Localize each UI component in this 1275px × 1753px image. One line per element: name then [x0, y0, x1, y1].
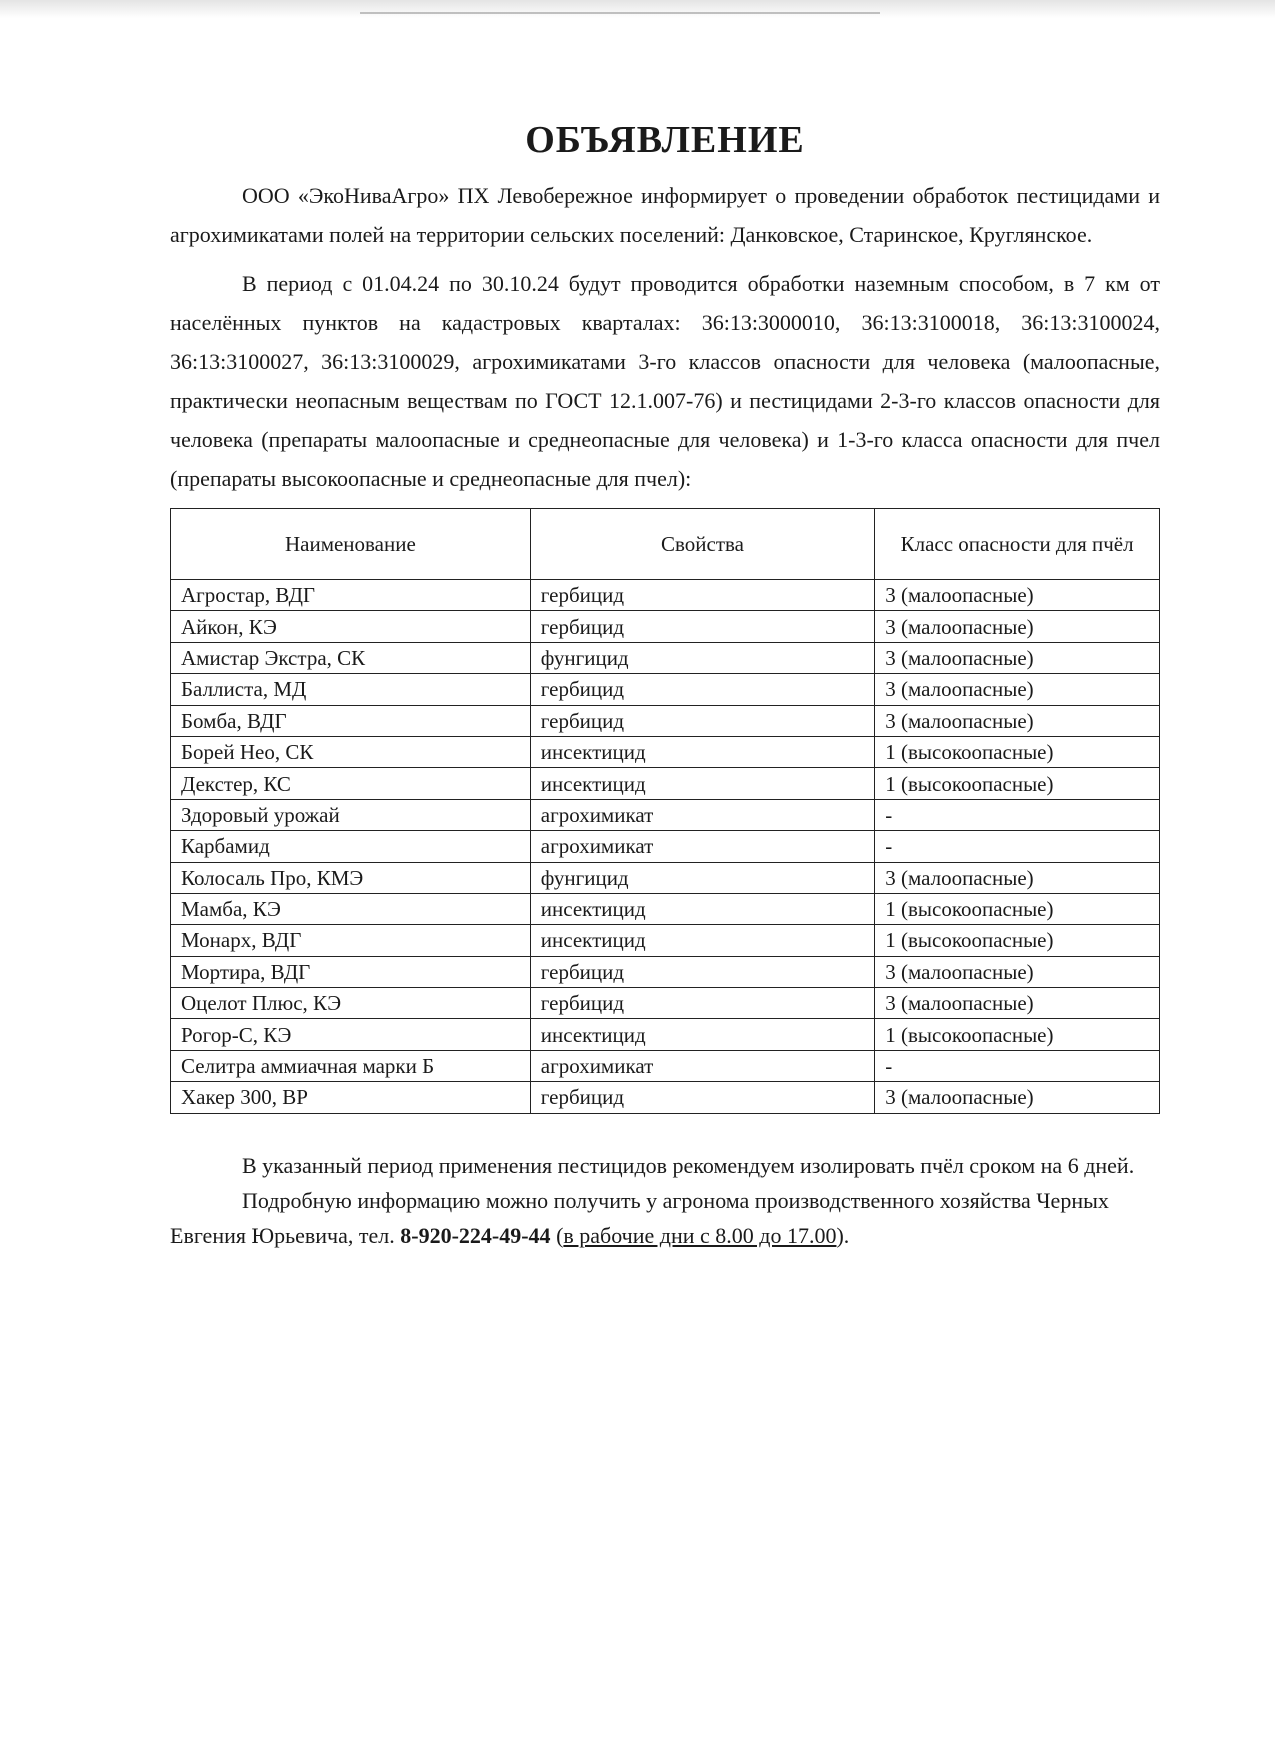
table-row — [171, 1050, 1160, 1081]
cell-bee-hazard: 1 (высокоопасные) — [875, 893, 1160, 924]
pesticide-table — [170, 508, 1160, 1114]
cell-name: Айкон, КЭ — [171, 611, 531, 642]
cell-bee-hazard: 3 (малоопасные) — [875, 862, 1160, 893]
close-paren: ). — [836, 1222, 850, 1248]
table-row — [171, 642, 1160, 673]
open-paren: ( — [556, 1222, 564, 1248]
table-row — [171, 956, 1160, 987]
table-row — [171, 768, 1160, 799]
table-row — [171, 705, 1160, 736]
closing-section — [170, 1148, 1160, 1253]
cell-name: Мамба, КЭ — [171, 893, 531, 924]
cell-properties: гербицид — [530, 611, 874, 642]
cell-properties: гербицид — [530, 956, 874, 987]
table-row — [171, 831, 1160, 862]
table-header-row — [171, 509, 1160, 580]
cell-properties: агрохимикат — [530, 831, 874, 862]
intro-paragraph: ООО «ЭкоНиваАгро» ПХ Левобережное информирует о проведении обработок пестицидами и агрохимикатами полей на территории сельских поселений: Данковское, Старинское, Круглянское. — [170, 183, 1160, 247]
cell-name: Декстер, КС — [171, 768, 531, 799]
cell-properties: гербицид — [530, 705, 874, 736]
cell-properties: фунгицид — [530, 642, 874, 673]
cell-properties: инсектицид — [530, 768, 874, 799]
header-bee-hazard: Класс опасности для пчёл — [875, 509, 1160, 580]
cell-name: Монарх, ВДГ — [171, 925, 531, 956]
cell-properties: гербицид — [530, 674, 874, 705]
cell-name: Хакер 300, ВР — [171, 1082, 531, 1113]
cell-bee-hazard: 3 (малоопасные) — [875, 611, 1160, 642]
cell-bee-hazard: 3 (малоопасные) — [875, 956, 1160, 987]
cell-name: Карбамид — [171, 831, 531, 862]
cell-bee-hazard: 3 (малоопасные) — [875, 580, 1160, 611]
contact-paragraph — [170, 1183, 1160, 1253]
table-row — [171, 580, 1160, 611]
cell-properties: агрохимикат — [530, 1050, 874, 1081]
cell-bee-hazard: 3 (малоопасные) — [875, 642, 1160, 673]
cell-bee-hazard: - — [875, 799, 1160, 830]
cell-name: Рогор-С, КЭ — [171, 1019, 531, 1050]
header-name: Наименование — [171, 509, 531, 580]
document-title: ОБЪЯВЛЕНИЕ — [525, 119, 805, 161]
document-page — [170, 118, 1160, 1253]
table-body — [171, 580, 1160, 1114]
cell-name: Оцелот Плюс, КЭ — [171, 988, 531, 1019]
cell-bee-hazard: 1 (высокоопасные) — [875, 925, 1160, 956]
cell-properties: инсектицид — [530, 893, 874, 924]
cell-name: Бомба, ВДГ — [171, 705, 531, 736]
header-properties: Свойства — [530, 509, 874, 580]
cell-bee-hazard: 3 (малоопасные) — [875, 705, 1160, 736]
table-row — [171, 988, 1160, 1019]
table-row — [171, 799, 1160, 830]
cell-name: Амистар Экстра, СК — [171, 642, 531, 673]
scan-artifact-line — [360, 12, 880, 14]
cell-bee-hazard: 3 (малоопасные) — [875, 1082, 1160, 1113]
cell-bee-hazard: 1 (высокоопасные) — [875, 736, 1160, 767]
cell-properties: гербицид — [530, 1082, 874, 1113]
cell-bee-hazard: 1 (высокоопасные) — [875, 768, 1160, 799]
cell-name: Колосаль Про, КМЭ — [171, 862, 531, 893]
table-row — [171, 1082, 1160, 1113]
table-row — [171, 862, 1160, 893]
cell-properties: гербицид — [530, 988, 874, 1019]
cell-name: Селитра аммиачная марки Б — [171, 1050, 531, 1081]
cell-name: Баллиста, МД — [171, 674, 531, 705]
scan-top-edge — [0, 0, 1275, 18]
cell-name: Борей Нео, СК — [171, 736, 531, 767]
working-hours: в рабочие дни с 8.00 до 17.00 — [563, 1222, 837, 1248]
table-row — [171, 736, 1160, 767]
cell-name: Здоровый урожай — [171, 799, 531, 830]
cell-bee-hazard: 3 (малоопасные) — [875, 674, 1160, 705]
cell-properties: фунгицид — [530, 862, 874, 893]
table-row — [171, 893, 1160, 924]
contact-text: Подробную информацию можно получить у агронома производственного хозяйства Черных Евгения Юрьевича, тел. — [170, 1187, 1109, 1248]
cell-properties: агрохимикат — [530, 799, 874, 830]
cell-properties: инсектицид — [530, 736, 874, 767]
cell-properties: инсектицид — [530, 1019, 874, 1050]
table-row — [171, 611, 1160, 642]
recommendation-paragraph: В указанный период применения пестицидов рекомендуем изолировать пчёл сроком на 6 дней. — [242, 1152, 1135, 1178]
cell-properties: гербицид — [530, 580, 874, 611]
cell-properties: инсектицид — [530, 925, 874, 956]
cell-bee-hazard: - — [875, 1050, 1160, 1081]
cell-bee-hazard: 1 (высокоопасные) — [875, 1019, 1160, 1050]
cell-name: Агростар, ВДГ — [171, 580, 531, 611]
table-row — [171, 925, 1160, 956]
period-paragraph: В период с 01.04.24 по 30.10.24 будут проводится обработки наземным способом, в 7 км от населённых пунктов на кадастровых кварталах: 36:13:3000010, 36:13:3100018, 36:13:3100024, 36:13:3100027, 36:13:3100029, агрохимикатами 3-го классов опасности для человека (малоопасные, практически неопасным веществам по ГОСТ 12.1.007-76) и пестицидами 2-3-го классов опасности для человека (препараты малоопасные и среднеопасные для человека) и 1-3-го класса опасности для пчел (препараты высокоопасные и среднеопасные для пчел): — [170, 271, 1160, 491]
table-row — [171, 674, 1160, 705]
contact-phone: 8-920-224-49-44 — [400, 1222, 551, 1248]
cell-bee-hazard: - — [875, 831, 1160, 862]
cell-name: Мортира, ВДГ — [171, 956, 531, 987]
cell-bee-hazard: 3 (малоопасные) — [875, 988, 1160, 1019]
table-row — [171, 1019, 1160, 1050]
